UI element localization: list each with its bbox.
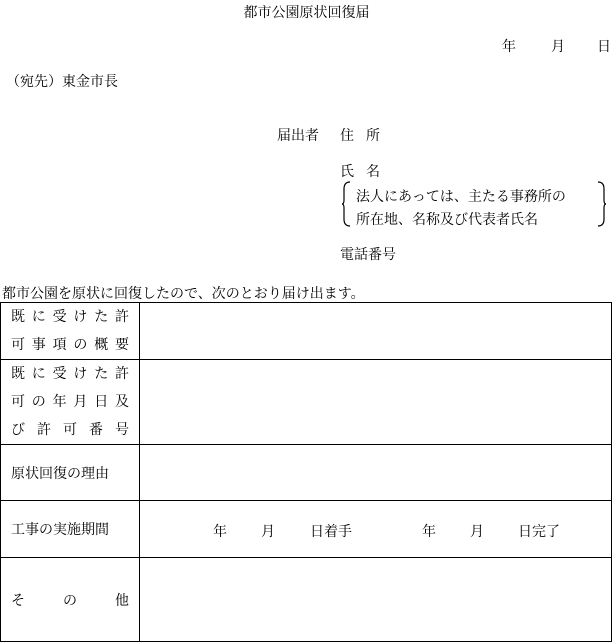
date-month-label: 月 [551,39,565,55]
left-bracket-icon [342,181,352,227]
table-row [1,360,612,445]
permit-date-number-label-line2: 可の年月日及 [11,394,129,410]
addressee: （宛先）東金市長 [6,74,118,90]
permit-summary-label-cell [1,303,140,360]
permit-summary-label-line2: 可事項の概要 [11,337,129,353]
work-start-day: 日着手 [310,524,352,540]
table-row [1,445,612,501]
restoration-reason-field[interactable] [140,445,612,501]
details-table [0,302,612,642]
restoration-reason-label: 原状回復の理由 [11,465,109,482]
date-day-label: 日 [597,39,611,55]
permit-date-number-label-line1: 既に受けた許 [11,366,129,382]
permit-date-number-label-line3: び許可番号 [11,422,129,438]
other-label: その他 [11,592,129,609]
work-end-month: 月 [470,524,484,540]
corporation-note [342,181,606,227]
table-row [1,558,612,642]
corporation-note-line2: 所在地、名称及び代表者氏名 [356,212,538,228]
work-end-day: 日完了 [518,524,560,540]
work-start-year: 年 [213,524,227,540]
permit-date-number-label-cell [1,360,140,445]
work-start-month: 月 [261,524,275,540]
table-row [1,303,612,360]
work-period-field[interactable] [140,501,612,558]
work-end-year: 年 [422,524,436,540]
table-row [1,501,612,558]
right-bracket-icon [596,181,606,227]
address-label: 住所 [340,128,392,144]
permit-summary-label-line1: 既に受けた許 [11,309,129,325]
statement-text: 都市公園を原状に回復したので、次のとおり届け出ます。 [2,286,365,302]
other-field[interactable] [140,558,612,642]
form-title: 都市公園原状回復届 [243,5,370,21]
work-period-label-cell [1,501,140,558]
date-year-label: 年 [502,39,516,55]
other-label-cell [1,558,140,642]
work-period-label: 工事の実施期間 [11,522,109,538]
name-label: 氏名 [340,164,392,180]
phone-label: 電話番号 [340,247,396,263]
restoration-reason-label-cell [1,445,140,501]
notifier-label: 届出者 [277,128,319,144]
permit-summary-field[interactable] [140,303,612,360]
corporation-note-line1: 法人にあっては、主たる事務所の [356,189,566,205]
permit-date-number-field[interactable] [140,360,612,445]
